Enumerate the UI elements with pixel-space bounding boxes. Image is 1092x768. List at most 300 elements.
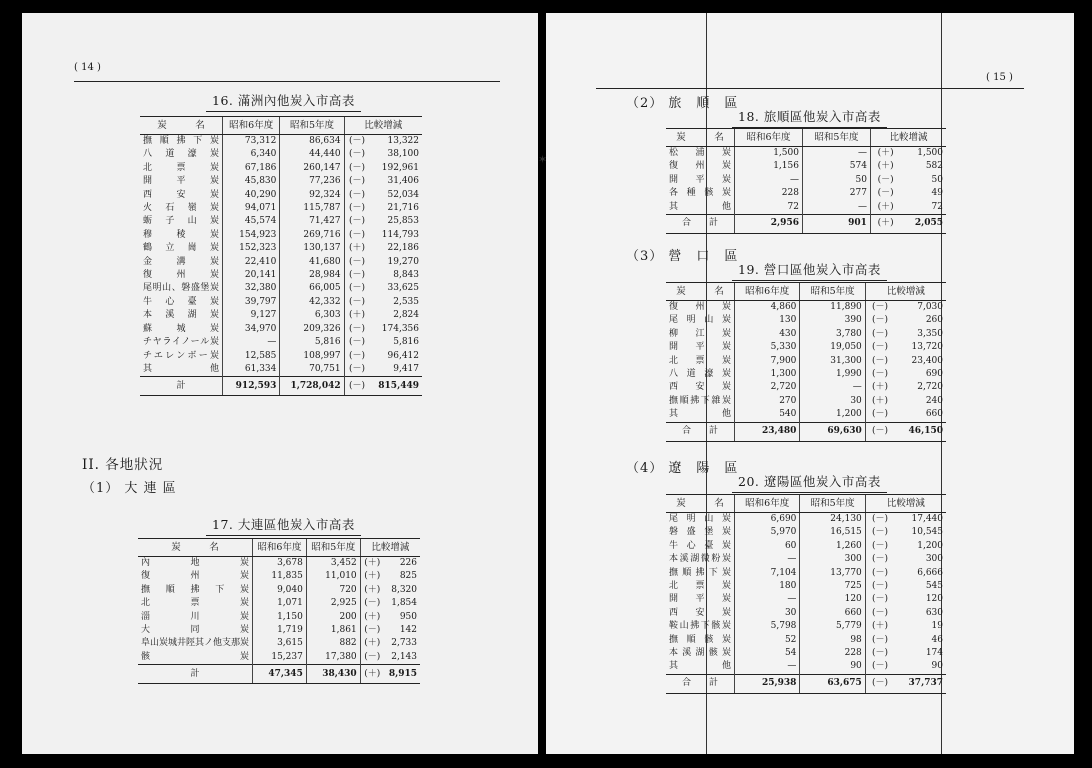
table16-caption: 16. 滿洲內他炭入市高表 bbox=[212, 93, 355, 108]
table-row bbox=[138, 557, 420, 571]
total-showa5: 901 bbox=[802, 215, 870, 234]
cell-sign: (＋) bbox=[360, 557, 384, 571]
cell-coal-name: 撫順拂下炭 bbox=[141, 584, 250, 595]
cell-coal-name: 鞍山拂下骸炭 bbox=[669, 621, 731, 632]
cell-difference: 96,412 bbox=[387, 350, 419, 361]
cell-difference: 2,535 bbox=[393, 296, 419, 307]
cell-sign: (－) bbox=[344, 189, 369, 202]
table-row bbox=[140, 162, 422, 175]
cell-showa6: 20,141 bbox=[223, 269, 280, 282]
cell-sign: (＋) bbox=[344, 242, 369, 255]
header-row bbox=[138, 539, 420, 557]
cell-sign: (－) bbox=[870, 174, 900, 187]
cell-showa6: 3,678 bbox=[253, 557, 307, 571]
cell-coal-name: 復州炭 bbox=[669, 161, 731, 172]
cell-difference: 46 bbox=[931, 634, 943, 645]
cell-showa5: 108,997 bbox=[280, 350, 344, 363]
table-row bbox=[666, 620, 946, 633]
cell-difference: 582 bbox=[925, 161, 943, 172]
table-row bbox=[138, 637, 420, 650]
cell-showa6: 39,797 bbox=[223, 296, 280, 309]
cell-difference: 545 bbox=[925, 581, 943, 592]
cell-showa6: — bbox=[735, 660, 800, 674]
cell-showa6: 180 bbox=[735, 580, 800, 593]
cell-showa6: 11,835 bbox=[253, 570, 307, 583]
cell-showa6: 7,104 bbox=[735, 567, 800, 580]
total-row bbox=[140, 377, 422, 396]
cell-showa6: 72 bbox=[735, 201, 803, 215]
cell-coal-name: 開平炭 bbox=[669, 594, 731, 605]
cell-sign: (－) bbox=[865, 513, 894, 527]
cell-difference: 38,100 bbox=[387, 149, 419, 160]
table17-caption: 17. 大連區他炭入市高表 bbox=[212, 517, 355, 532]
table-row bbox=[138, 624, 420, 637]
table-row bbox=[666, 381, 946, 394]
column-header: 炭 名 bbox=[666, 129, 735, 147]
table-row bbox=[666, 634, 946, 647]
cell-showa6: — bbox=[223, 336, 280, 349]
cell-difference: 49 bbox=[931, 188, 943, 199]
cell-showa6: 228 bbox=[735, 187, 803, 200]
cell-showa5: 19,050 bbox=[800, 341, 865, 354]
cell-coal-name: 鶴立崗炭 bbox=[143, 243, 219, 254]
cell-showa6: 6,340 bbox=[223, 148, 280, 161]
cell-showa5: 228 bbox=[800, 647, 865, 660]
cell-showa6: 5,798 bbox=[735, 620, 800, 633]
cell-showa6: 73,312 bbox=[223, 135, 280, 149]
cell-showa5: 3,452 bbox=[306, 557, 360, 571]
column-header: 昭和6年度 bbox=[223, 117, 280, 135]
cell-showa6: — bbox=[735, 553, 800, 566]
header-row bbox=[666, 495, 946, 513]
left-page bbox=[22, 13, 538, 754]
total-row bbox=[666, 215, 946, 234]
total-sign: (＋) bbox=[870, 215, 900, 234]
cell-difference: 22,186 bbox=[387, 243, 419, 254]
cell-showa5: 77,236 bbox=[280, 175, 344, 188]
cell-sign: (－) bbox=[360, 651, 384, 665]
table-row bbox=[666, 647, 946, 660]
page-number-left: ( 14 ) bbox=[74, 62, 101, 73]
table-row bbox=[666, 147, 946, 161]
cell-showa5: 5,779 bbox=[800, 620, 865, 633]
cell-difference: 660 bbox=[925, 409, 943, 420]
table-row bbox=[666, 301, 946, 315]
cell-showa5: 1,200 bbox=[800, 408, 865, 422]
cell-sign: (＋) bbox=[870, 160, 900, 173]
cell-showa6: 12,585 bbox=[223, 350, 280, 363]
column-header: 比較增減 bbox=[865, 283, 946, 301]
cell-sign: (－) bbox=[865, 567, 894, 580]
cell-showa6: 1,156 bbox=[735, 160, 803, 173]
cell-coal-name: 北票炭 bbox=[141, 598, 250, 609]
section-lushun: （2） 旅 順 區 bbox=[626, 96, 739, 111]
cell-difference: 9,417 bbox=[393, 363, 419, 374]
cell-showa6: 1,150 bbox=[253, 611, 307, 624]
table-total bbox=[666, 215, 946, 234]
column-header: 比較增減 bbox=[870, 129, 946, 147]
cell-showa6: 1,719 bbox=[253, 624, 307, 637]
table-header bbox=[666, 129, 946, 147]
total-difference: 8,915 bbox=[384, 665, 420, 684]
cell-difference: 192,961 bbox=[381, 162, 419, 173]
cell-coal-name: 蘇城炭 bbox=[143, 323, 219, 334]
cell-sign: (－) bbox=[865, 368, 894, 381]
cell-showa6: 30 bbox=[735, 607, 800, 620]
cell-showa6: 61,334 bbox=[223, 363, 280, 377]
cell-showa5: 2,925 bbox=[306, 597, 360, 610]
header-rule-right bbox=[596, 88, 1024, 89]
cell-coal-name: 淄川炭 bbox=[141, 611, 250, 622]
cell-showa6: 540 bbox=[735, 408, 800, 422]
cell-sign: (＋) bbox=[360, 611, 384, 624]
cell-sign: (－) bbox=[865, 328, 894, 341]
total-sign: (＋) bbox=[360, 665, 384, 684]
cell-sign: (－) bbox=[344, 350, 369, 363]
cell-coal-name: 撫順骸炭 bbox=[669, 634, 731, 645]
subsection-dalian: （1） 大 連 區 bbox=[82, 481, 177, 496]
cell-difference: 2,143 bbox=[391, 651, 417, 662]
cell-coal-name: チヤライノール炭 bbox=[143, 337, 219, 348]
table-row bbox=[140, 202, 422, 215]
cell-showa6: 5,330 bbox=[735, 341, 800, 354]
cell-coal-name: 柳江炭 bbox=[669, 328, 731, 339]
cell-showa5: 1,260 bbox=[800, 540, 865, 553]
cell-sign: (－) bbox=[344, 148, 369, 161]
cell-coal-name: 磐盛堡炭 bbox=[669, 527, 731, 538]
table-row bbox=[666, 174, 946, 187]
cell-sign: (－) bbox=[344, 175, 369, 188]
cell-sign: (－) bbox=[865, 526, 894, 539]
column-header: 昭和6年度 bbox=[735, 283, 800, 301]
cell-coal-name: 北票炭 bbox=[143, 162, 219, 173]
cell-showa6: 52 bbox=[735, 634, 800, 647]
table-row bbox=[666, 395, 946, 408]
cell-showa5: 13,770 bbox=[800, 567, 865, 580]
table-total bbox=[138, 665, 420, 684]
header-row bbox=[140, 117, 422, 135]
total-label: 合 計 bbox=[666, 674, 735, 693]
column-header: 炭 名 bbox=[138, 539, 253, 557]
section-yingkou: （3） 營 口 區 bbox=[626, 249, 739, 264]
cell-showa5: 44,440 bbox=[280, 148, 344, 161]
cell-showa5: 11,890 bbox=[800, 301, 865, 315]
cell-coal-name: 尾明山、磐盛堡炭 bbox=[143, 283, 219, 294]
total-difference: 46,150 bbox=[894, 422, 946, 441]
total-showa6: 912,593 bbox=[223, 377, 280, 396]
cell-showa5: 50 bbox=[802, 174, 870, 187]
cell-sign: (＋) bbox=[865, 395, 894, 408]
cell-difference: 174,356 bbox=[381, 323, 419, 334]
cell-showa5: 28,984 bbox=[280, 269, 344, 282]
cell-showa6: 32,380 bbox=[223, 282, 280, 295]
cell-coal-name: 其他 bbox=[143, 363, 219, 374]
cell-showa6: 34,970 bbox=[223, 323, 280, 336]
table-row bbox=[666, 553, 946, 566]
cell-showa5: 90 bbox=[800, 660, 865, 674]
header-row bbox=[666, 129, 946, 147]
table-row bbox=[666, 187, 946, 200]
table-row bbox=[140, 350, 422, 363]
total-showa6: 2,956 bbox=[735, 215, 803, 234]
cell-coal-name: 八道濠炭 bbox=[143, 149, 219, 160]
total-row bbox=[666, 674, 946, 693]
cell-showa6: 130 bbox=[735, 314, 800, 327]
cell-showa5: 1,990 bbox=[800, 368, 865, 381]
cell-showa5: 882 bbox=[306, 637, 360, 650]
cell-showa6: 9,127 bbox=[223, 309, 280, 322]
cell-showa5: 130,137 bbox=[280, 242, 344, 255]
table-row bbox=[140, 309, 422, 322]
table-row bbox=[140, 256, 422, 269]
cell-difference: 7,030 bbox=[917, 302, 943, 312]
table-row bbox=[140, 296, 422, 309]
cell-difference: 17,440 bbox=[911, 514, 943, 524]
cell-difference: 1,854 bbox=[391, 598, 417, 609]
cell-showa5: 725 bbox=[800, 580, 865, 593]
cell-difference: 174 bbox=[925, 648, 943, 659]
total-difference: 815,449 bbox=[369, 377, 422, 396]
cell-showa5: 3,780 bbox=[800, 328, 865, 341]
table18 bbox=[666, 128, 946, 234]
cell-coal-name: 撫順拂下炭 bbox=[143, 136, 219, 146]
table19-caption: 19. 營口區他炭入市高表 bbox=[738, 262, 881, 277]
cell-difference: 260 bbox=[925, 315, 943, 326]
cell-difference: 114,793 bbox=[381, 229, 419, 240]
cell-showa5: 86,634 bbox=[280, 135, 344, 149]
cell-showa5: 5,816 bbox=[280, 336, 344, 349]
column-header: 昭和5年度 bbox=[800, 495, 865, 513]
cell-showa6: 40,290 bbox=[223, 189, 280, 202]
cell-difference: 8,320 bbox=[391, 584, 417, 595]
cell-sign: (－) bbox=[865, 301, 894, 315]
table-row bbox=[138, 611, 420, 624]
table20-caption: 20. 遼陽區他炭入市高表 bbox=[738, 474, 881, 489]
cell-showa5: — bbox=[802, 147, 870, 161]
cell-coal-name: チエレンボー炭 bbox=[143, 350, 219, 361]
cell-coal-name: 北票炭 bbox=[669, 355, 731, 366]
table-body bbox=[666, 147, 946, 215]
cell-sign: (－) bbox=[344, 282, 369, 295]
cell-difference: 300 bbox=[925, 554, 943, 565]
cell-showa6: 1,300 bbox=[735, 368, 800, 381]
table-header bbox=[140, 117, 422, 135]
cell-sign: (＋) bbox=[870, 147, 900, 161]
table-row bbox=[138, 584, 420, 597]
cell-coal-name: 復州炭 bbox=[143, 270, 219, 281]
cell-showa5: 660 bbox=[800, 607, 865, 620]
table-row bbox=[666, 314, 946, 327]
cell-showa6: 430 bbox=[735, 328, 800, 341]
cell-difference: 950 bbox=[399, 611, 417, 622]
table17 bbox=[138, 538, 420, 684]
total-difference: 37,737 bbox=[894, 674, 946, 693]
total-showa6: 25,938 bbox=[735, 674, 800, 693]
cell-sign: (－) bbox=[344, 323, 369, 336]
cell-showa5: 41,680 bbox=[280, 256, 344, 269]
total-label: 合 計 bbox=[666, 422, 735, 441]
cell-coal-name: 牛心臺炭 bbox=[143, 296, 219, 307]
cell-sign: (－) bbox=[344, 336, 369, 349]
cell-coal-name: 大同炭 bbox=[141, 625, 250, 636]
table-row bbox=[138, 570, 420, 583]
cell-showa5: 6,303 bbox=[280, 309, 344, 322]
cell-showa5: 42,332 bbox=[280, 296, 344, 309]
cell-showa5: 66,005 bbox=[280, 282, 344, 295]
cell-showa5: 200 bbox=[306, 611, 360, 624]
table-row bbox=[666, 540, 946, 553]
table-row bbox=[140, 323, 422, 336]
cell-coal-name: 火石嶺炭 bbox=[143, 203, 219, 214]
cell-difference: 825 bbox=[399, 571, 417, 582]
cell-showa5: 92,324 bbox=[280, 189, 344, 202]
cell-showa6: 4,860 bbox=[735, 301, 800, 315]
cell-coal-name: 開平炭 bbox=[669, 342, 731, 353]
cell-coal-name: 穆稜炭 bbox=[143, 229, 219, 240]
cell-showa5: 120 bbox=[800, 593, 865, 606]
cell-difference: 31,406 bbox=[387, 176, 419, 187]
cell-difference: 33,625 bbox=[387, 283, 419, 294]
cell-difference: 226 bbox=[399, 558, 417, 568]
right-page bbox=[538, 13, 1074, 754]
cell-difference: 90 bbox=[931, 661, 943, 672]
cell-showa5: 24,130 bbox=[800, 513, 865, 527]
table-row bbox=[140, 363, 422, 377]
cell-coal-name: 撫順拂下雜炭 bbox=[669, 395, 731, 406]
table-row bbox=[140, 336, 422, 349]
cell-difference: 72 bbox=[931, 201, 943, 212]
cell-showa5: 71,427 bbox=[280, 215, 344, 228]
table-row bbox=[666, 355, 946, 368]
cell-difference: 1,200 bbox=[917, 540, 943, 551]
cell-difference: 50 bbox=[931, 174, 943, 185]
cell-showa6: 54 bbox=[735, 647, 800, 660]
column-header: 昭和6年度 bbox=[253, 539, 307, 557]
cell-difference: 5,816 bbox=[393, 337, 419, 348]
cell-sign: (－) bbox=[870, 187, 900, 200]
section-liaoyang: （4） 遼 陽 區 bbox=[626, 461, 739, 476]
table20 bbox=[666, 494, 946, 694]
cell-sign: (－) bbox=[865, 593, 894, 606]
cell-sign: (－) bbox=[865, 634, 894, 647]
cell-showa6: 45,574 bbox=[223, 215, 280, 228]
cell-sign: (－) bbox=[865, 314, 894, 327]
binding-mark: ✶ bbox=[538, 153, 548, 166]
table-body bbox=[138, 557, 420, 665]
table-row bbox=[666, 201, 946, 215]
cell-showa5: 390 bbox=[800, 314, 865, 327]
cell-showa6: 2,720 bbox=[735, 381, 800, 394]
cell-coal-name: 本溪湖炭 bbox=[143, 310, 219, 321]
cell-showa6: 6,690 bbox=[735, 513, 800, 527]
column-header: 昭和6年度 bbox=[735, 129, 803, 147]
cell-coal-name: 西安炭 bbox=[143, 189, 219, 200]
cell-sign: (－) bbox=[865, 660, 894, 674]
cell-coal-name: 金溝炭 bbox=[143, 256, 219, 267]
cell-showa6: 45,830 bbox=[223, 175, 280, 188]
cell-sign: (－) bbox=[865, 647, 894, 660]
table-body bbox=[140, 135, 422, 377]
cell-showa5: 31,300 bbox=[800, 355, 865, 368]
table-row bbox=[140, 282, 422, 295]
header-row bbox=[666, 283, 946, 301]
cell-sign: (＋) bbox=[360, 584, 384, 597]
cell-sign: (－) bbox=[344, 162, 369, 175]
cell-sign: (－) bbox=[344, 135, 369, 149]
table16 bbox=[140, 116, 422, 396]
cell-coal-name: 北票炭 bbox=[669, 581, 731, 592]
cell-coal-name: 蛎子山炭 bbox=[143, 216, 219, 227]
cell-coal-name: 骸炭 bbox=[141, 651, 250, 662]
table-row bbox=[140, 175, 422, 188]
table-row bbox=[666, 660, 946, 674]
column-header: 炭 名 bbox=[666, 495, 735, 513]
table19 bbox=[666, 282, 946, 442]
cell-coal-name: 開平炭 bbox=[143, 176, 219, 187]
total-sign: (－) bbox=[865, 674, 894, 693]
cell-showa5: 30 bbox=[800, 395, 865, 408]
cell-sign: (＋) bbox=[360, 570, 384, 583]
cell-coal-name: 開平炭 bbox=[669, 174, 731, 185]
table-body bbox=[666, 301, 946, 423]
cell-showa5: 269,716 bbox=[280, 229, 344, 242]
cell-coal-name: 內地炭 bbox=[141, 558, 250, 568]
column-header: 炭 名 bbox=[140, 117, 223, 135]
table-header bbox=[666, 283, 946, 301]
table-body bbox=[666, 513, 946, 675]
cell-sign: (－) bbox=[344, 215, 369, 228]
cell-showa6: 154,923 bbox=[223, 229, 280, 242]
table18-caption: 18. 旅順區他炭入市高表 bbox=[738, 109, 881, 124]
cell-sign: (－) bbox=[344, 256, 369, 269]
cell-sign: (＋) bbox=[865, 381, 894, 394]
table-row bbox=[666, 341, 946, 354]
cell-showa5: — bbox=[802, 201, 870, 215]
cell-coal-name: 復州炭 bbox=[669, 302, 731, 312]
cell-showa6: 94,071 bbox=[223, 202, 280, 215]
cell-difference: 52,034 bbox=[387, 189, 419, 200]
table-row bbox=[140, 215, 422, 228]
total-showa6: 47,345 bbox=[253, 665, 307, 684]
column-header: 昭和5年度 bbox=[800, 283, 865, 301]
cell-coal-name: 其他 bbox=[669, 201, 731, 212]
table-header bbox=[138, 539, 420, 557]
cell-difference: 25,853 bbox=[387, 216, 419, 227]
cell-showa5: 70,751 bbox=[280, 363, 344, 377]
cell-sign: (－) bbox=[865, 540, 894, 553]
cell-showa6: 5,970 bbox=[735, 526, 800, 539]
cell-difference: 19 bbox=[931, 621, 943, 632]
cell-coal-name: 松浦炭 bbox=[669, 148, 731, 158]
cell-showa6: — bbox=[735, 174, 803, 187]
cell-coal-name: 西安炭 bbox=[669, 382, 731, 393]
cell-sign: (－) bbox=[360, 597, 384, 610]
cell-showa5: 720 bbox=[306, 584, 360, 597]
table-row bbox=[666, 607, 946, 620]
table-row bbox=[140, 189, 422, 202]
cell-showa6: 1,500 bbox=[735, 147, 803, 161]
table-row bbox=[666, 567, 946, 580]
header-rule-left bbox=[74, 81, 500, 82]
cell-showa5: 17,380 bbox=[306, 651, 360, 665]
cell-sign: (－) bbox=[344, 363, 369, 377]
cell-coal-name: 尾明山炭 bbox=[669, 514, 731, 524]
cell-showa6: — bbox=[735, 593, 800, 606]
cell-sign: (－) bbox=[344, 202, 369, 215]
cell-showa5: 98 bbox=[800, 634, 865, 647]
table-row bbox=[138, 597, 420, 610]
cell-sign: (－) bbox=[344, 269, 369, 282]
